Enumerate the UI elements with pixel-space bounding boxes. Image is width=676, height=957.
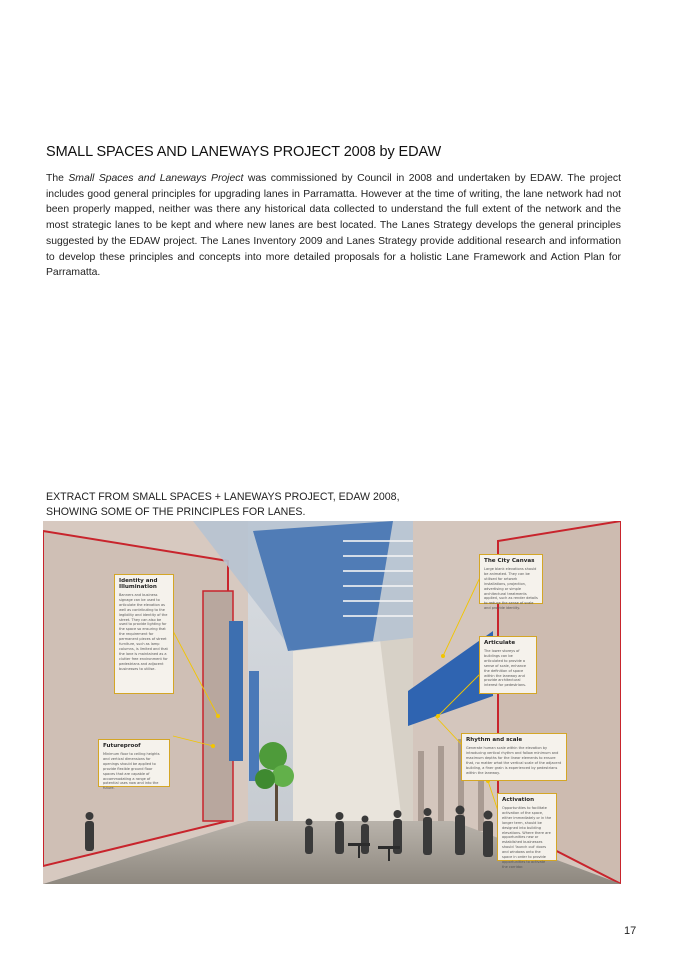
intro-prefix: The <box>46 173 69 184</box>
callout-city-canvas-title: The City Canvas <box>484 558 535 564</box>
left-banner-2 <box>249 671 259 781</box>
left-pilaster <box>203 591 233 821</box>
intro-rest: was commissioned by Council in 2008 and undertaken by EDAW. The project includes good general principles for upgrading lanes in Parramatta. However at the time of writing, the lane network had not been properly mapped, neither was there any historical data collected to understand the full extent of the network and the most strategic lanes to be kept and where new lanes are best located. The Lanes Strategy develops the general principles suggested by the EDAW project. The Lanes Inventory 2009 and Lanes Strategy provide additional research and information to develop these principles and concepts into more detailed proposals for a holistic Lane Framework and Action Plan for Parramatta. <box>46 173 621 279</box>
page-heading: SMALL SPACES AND LANEWAYS PROJECT 2008 by EDAW <box>46 144 442 160</box>
callout-articulate <box>479 636 537 694</box>
callout-activation-body: Opportunities to facilitate activation of the space, either immediately or in the longer term, should be designed into building elevations. Where there are opportunities new or established businesses should 'launch out' doors and windows onto the space in order to provide opportunities to activate the corridor. <box>502 806 552 869</box>
callout-identity-title: Identity and Illumination <box>119 578 158 590</box>
callout-articulate-body: The lower storeys of buildings can be articulated to provide a sense of scale, enhance the definition of space within the laneway and provide architectural interest for pedestrians. <box>484 649 527 688</box>
page-number: 17 <box>624 925 637 937</box>
callout-futureproof-title: Futureproof <box>103 743 141 749</box>
intro-paragraph <box>46 171 621 281</box>
callout-futureproof <box>98 739 170 791</box>
left-banner-1 <box>229 621 243 761</box>
caption-line-2: SHOWING SOME OF THE PRINCIPLES FOR LANES. <box>46 506 306 518</box>
callout-articulate-title: Articulate <box>484 640 516 646</box>
intro-project-title: Small Spaces and Laneways Project <box>68 173 244 184</box>
callout-activation <box>497 793 557 869</box>
caption-line-1: EXTRACT FROM SMALL SPACES + LANEWAYS PROJECT, EDAW 2008, <box>46 491 400 503</box>
callout-rhythm-scale-title: Rhythm and scale <box>466 737 523 743</box>
callout-city-canvas <box>479 554 543 611</box>
laneway-illustration <box>43 521 621 884</box>
callout-rhythm-scale <box>461 733 567 781</box>
callout-identity <box>114 574 174 694</box>
figure-caption <box>46 490 546 520</box>
callout-identity-body: Banners and business signage can be used to articulate the elevation as well as contributing to the legibility and identity of the street. They can also be used to provide lighting for the space so ensuring that the requirement for permanent pieces of street furniture, such as lamp columns, is limited and that the lane is maintained as a clutter free environment for pedestrians and adjacent businesses to utilise. <box>119 593 168 671</box>
callout-city-canvas-body: Large blank elevations should be animated. They can be utilised for artwork installations, projection, advertising or simple architectural treatments applied, such as render details to reduce the sense of scale and provide identity. <box>484 567 538 611</box>
callout-futureproof-body: Minimum floor to ceiling heights and vertical dimensions for openings should be applied to provide flexible ground floor spaces that are capable of accommodating a range of potential uses now and into the future. <box>103 752 160 791</box>
callout-rhythm-scale-body: Generate human scale within the elevation by introducing vertical rhythm and fallow minimum and maximum depths for the linear elements to ensure that, no matter what the vertical scale of the adjacent building, a finer grain is experienced by pedestrians within the laneway. <box>466 746 562 775</box>
callout-activation-title: Activation <box>502 797 535 803</box>
